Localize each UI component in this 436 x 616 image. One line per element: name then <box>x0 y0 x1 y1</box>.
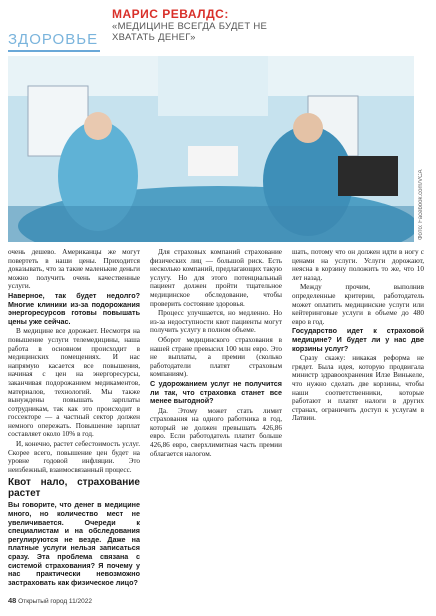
column-2 <box>150 248 282 588</box>
headline-quote: «МЕДИЦИНЕ ВСЕГДА БУДЕТ НЕ ХВАТАТЬ ДЕНЕГ» <box>112 21 268 43</box>
paragraph: Между прочим, выполнив определенные критерии, работодатель может оплатить медицинские услуги или кейтеринговые услуги в объеме до 480 евро в год. <box>292 283 424 326</box>
paragraph: И, конечно, растет себестоимость услуг. Скорее всего, повышение цен будет на уровне годовой инфляции. Это неизбежный, взаимосвязанный процесс. <box>8 440 140 474</box>
section-label: ЗДОРОВЬЕ <box>8 31 99 48</box>
photo-credit: Фото: Facebook.com/VCA <box>418 169 424 240</box>
paragraph: очень дешево. Американцы же могут повертеть в наши цены. Приходится доказывать, что за такие маленькие деньги можно получить очень качественные услуги. <box>8 248 140 291</box>
column-1 <box>8 248 140 588</box>
subheading: Квот нало, страхование растет <box>8 477 140 500</box>
section-bar <box>8 20 100 52</box>
paragraph: Оборот медицинского страхования в нашей стране превысил 100 млн евро. Это не выплаты, а премии (сколько работодатели платят страховым компаниям). <box>150 335 282 379</box>
column-3 <box>292 248 424 588</box>
question: Государство идет к страховой медицине? И будет ли у нас две корзины услуг? <box>292 326 424 353</box>
paragraph: Для страховых компаний страхование физических лиц — большой риск. Есть несколько компаний, предлагающих такую услугу. Но для этого потенциальный пациент должен пройти тщательное медицинское обследование, чтобы проверить состояние здоровья. <box>150 248 282 308</box>
headline-name: МАРИС РЕВАЛДС: <box>112 7 229 21</box>
paragraph: В медицине все дорожает. Несмотря на повышение услуги телемедицины, наша работа в основном происходит в медицинских помещениях. И нас напрямую касается все повышения, начиная с цен на энергоресурсы, заканчивая подорожанием медикаментов, материалов, технологий. Мы также вынуждены повышать зарплаты сотрудникам, так как это происходит в госсекторе — а частный сектор должен немного опережать. Повышение зарплат составляет около 10% в год. <box>8 327 140 439</box>
question: Наверное, так будет недолго? Многие клиники из-за подорожания энергоресурсов готовы повышать цены уже сейчас. <box>8 290 140 326</box>
paragraph: шать, потому что он должен идти в ногу с ценами на услуги. Услуги дорожают, неясна в корзину положить то же, что 10 лет назад. <box>292 248 424 282</box>
page-footer <box>8 596 428 610</box>
question: Вы говорите, что денег в медицине много, но количество мест не увеличивается. Очереди к специалистам и на обследования регулируются не везде. Даже на платные услуги нельзя записаться сразу. Эта проблема связана с системой страхования? Я почему у нас практически невозможно застраховать как физическое лицо? <box>8 500 140 587</box>
photo-illustration <box>8 56 414 242</box>
paragraph: Да. Этому может стать лимит страхования на одного работника в год, который не должен превышать 426,86 евро. Если работодатель платит больше 426,86 евро, сверхлимитная часть премии облагается налогом. <box>150 406 282 458</box>
paragraph: Процесс улучшается, но медленно. Но из-за недоступности квот пациенты могут получить услугу в полном объеме. <box>150 309 282 335</box>
headline-block <box>112 8 312 43</box>
article-body <box>8 248 428 588</box>
publication-name: Открытый город 11/2022 <box>18 598 92 605</box>
paragraph: Сразу скажу: никакая реформа не грядет. Была идея, которую продвигала министр здравоохранения Илзе Винькеле, что нужно сделать две корзины, чтобы наши соответственники, которые работают и платят налоги в других странах, ограничить доступ к услугам в Латвии. <box>292 354 424 423</box>
page-number: 48 <box>8 596 17 605</box>
article-photo <box>8 56 414 242</box>
question: С удорожанием услуг не получится ли так, что страховка станет все менее выгодной? <box>150 378 282 406</box>
page-header <box>0 0 436 56</box>
